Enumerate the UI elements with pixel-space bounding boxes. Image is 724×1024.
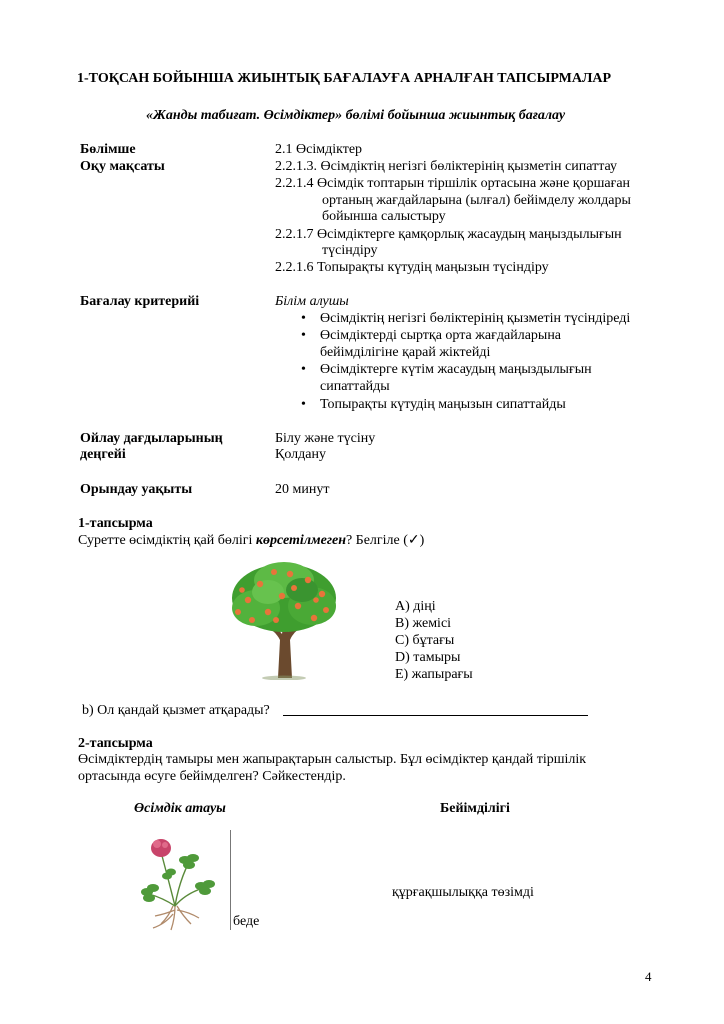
criteria-item-cont: сипаттайды	[320, 379, 390, 394]
adaptation-text: құрғақшылыққа төзімді	[392, 885, 534, 900]
task1-question-post: ? Белгіле (✓)	[345, 533, 425, 548]
goal-item-cont: ортаның жағдайларына (ылғал) бейімделу жолдары	[322, 193, 631, 208]
goal-item-cont: түсіндіру	[322, 243, 378, 258]
goal-item: 2.2.1.3. Өсімдіктің негізгі бөліктерінің қызметін сипаттау	[275, 159, 617, 174]
page-title: 1-ТОҚСАН БОЙЫНША ЖИЫНТЫҚ БАҒАЛАУҒА АРНАЛҒАН ТАПСЫРМАЛАР	[77, 71, 612, 86]
criteria-item: Өсімдіктің негізгі бөліктерінің қызметін түсіндіреді	[320, 311, 631, 326]
task1-heading: 1-тапсырма	[78, 516, 153, 531]
goal-item: 2.2.1.6 Топырақты күтудің маңызын түсіндіру	[275, 260, 549, 275]
bullet-icon: •	[301, 397, 306, 412]
section-label: Бөлімше	[80, 142, 136, 157]
option-e[interactable]: E) жапырағы	[395, 667, 473, 682]
goal-item: 2.2.1.4 Өсімдік топтарын тіршілік ортасына және қоршаған	[275, 176, 631, 191]
bullet-icon: •	[301, 311, 306, 326]
criteria-intro: Білім алушы	[275, 294, 349, 309]
divider-line	[230, 830, 231, 930]
task1-question	[78, 532, 424, 549]
criteria-item: Топырақты күтудің маңызын сипаттайды	[320, 397, 566, 412]
task1-question-emphasis: көрсетілмеген	[255, 533, 346, 548]
bullet-icon: •	[301, 328, 306, 343]
goal-item: 2.2.1.7 Өсімдіктерге қамқорлық жасаудың маңыздылығын	[275, 227, 622, 242]
clover-illustration	[135, 832, 225, 932]
bullet-icon: •	[301, 362, 306, 377]
goal-item-cont: бойынша салыстыру	[322, 209, 446, 224]
task2-text-cont: ортасында өсуге бейімделген? Сәйкестендір.	[78, 769, 346, 784]
criteria-item: Өсімдіктерге күтім жасаудың маңыздылығын	[320, 362, 592, 377]
page-subtitle: «Жанды табиғат. Өсімдіктер» бөлімі бойынша жиынтық бағалау	[146, 108, 566, 123]
time-value: 20 минут	[275, 482, 330, 497]
criteria-item-cont: бейімділігіне қарай жіктейді	[320, 345, 491, 360]
task1-part-b: b) Ол қандай қызмет атқарады?	[82, 703, 270, 718]
task1-question-pre: Суретте өсімдіктің қай бөлігі	[78, 533, 256, 548]
option-a[interactable]: A) діңі	[395, 599, 436, 614]
thinking-label: Ойлау дағдыларының	[80, 431, 223, 446]
task2-text: Өсімдіктердің тамыры мен жапырақтарын салыстыр. Бұл өсімдіктер қандай тіршілік	[78, 752, 587, 767]
criteria-item: Өсімдіктерді сыртқа орта жағдайларына	[320, 328, 562, 343]
column-header-adaptation: Бейімділігі	[440, 801, 510, 816]
option-b[interactable]: B) жемісі	[395, 616, 452, 631]
thinking-label-cont: деңгейі	[80, 447, 126, 462]
thinking-value: Қолдану	[275, 447, 326, 462]
thinking-value: Білу және түсіну	[275, 431, 376, 446]
tree-illustration	[228, 560, 340, 680]
option-c[interactable]: C) бұтағы	[395, 633, 455, 648]
time-label: Орындау уақыты	[80, 482, 193, 497]
section-value: 2.1 Өсімдіктер	[275, 142, 363, 157]
goal-label: Оқу мақсаты	[80, 159, 165, 174]
criteria-label: Бағалау критерийі	[80, 294, 200, 309]
option-d[interactable]: D) тамыры	[395, 650, 461, 665]
plant-name: беде	[233, 914, 260, 929]
task2-heading: 2-тапсырма	[78, 736, 153, 751]
page-number: 4	[645, 969, 652, 984]
answer-line[interactable]	[283, 715, 588, 716]
column-header-plant: Өсімдік атауы	[134, 801, 226, 816]
